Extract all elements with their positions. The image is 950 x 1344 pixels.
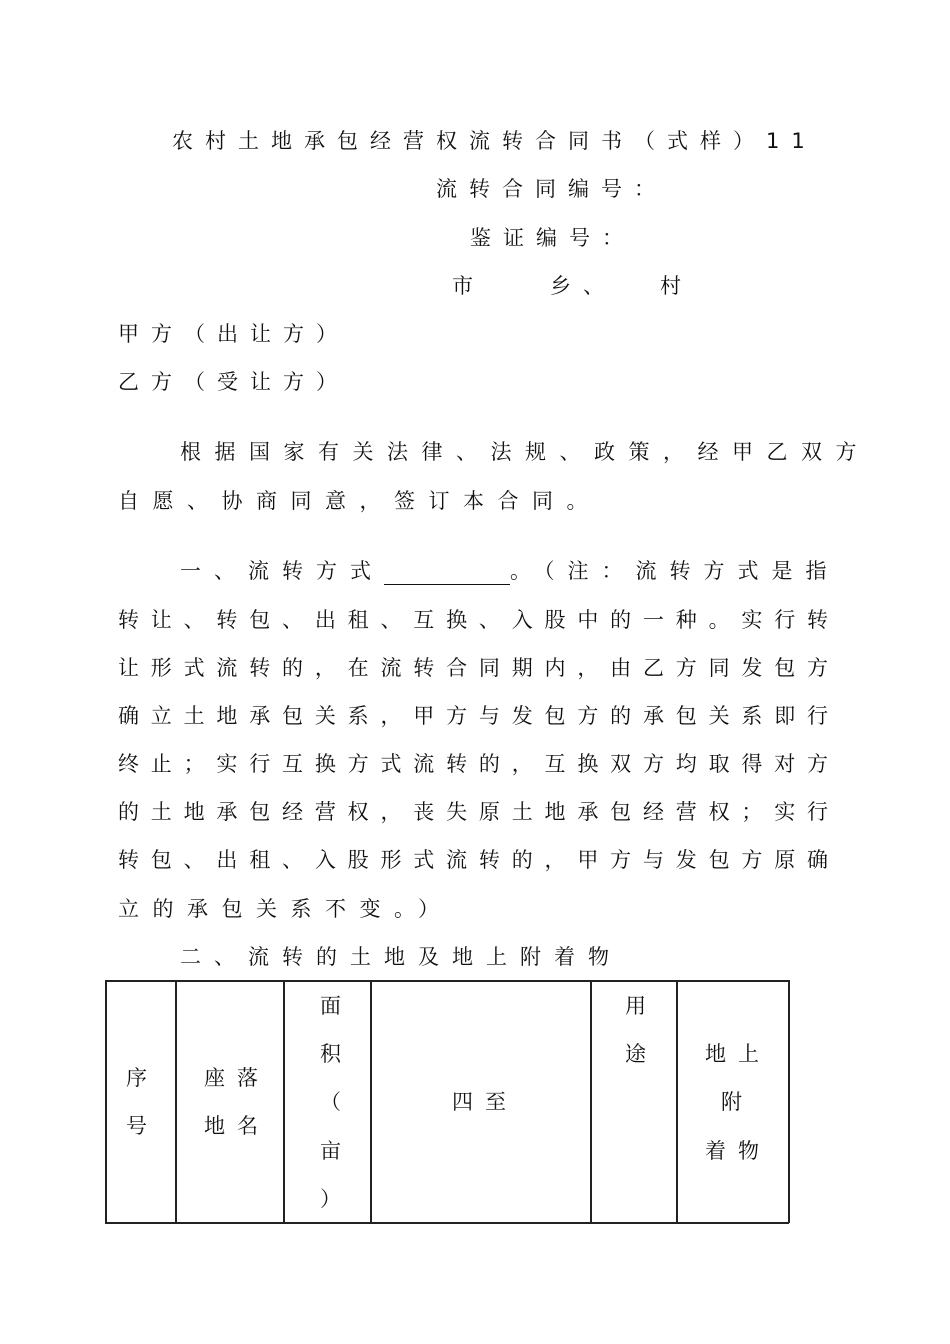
preamble-line-2: 自愿、协商同意，签订本合同。 <box>118 489 601 513</box>
location-village: 村 <box>660 274 693 298</box>
header-attachments-line: 附 <box>721 1090 754 1114</box>
header-attachments-line: 地上 <box>705 1042 771 1066</box>
header-boundaries: 四至 <box>452 1090 518 1114</box>
table-col-divider <box>370 980 372 1223</box>
header-serial-line: 号 <box>126 1114 159 1138</box>
party-b-label: 乙方（受让方） <box>118 370 349 394</box>
location-township: 乡、 <box>550 274 616 298</box>
section1-body-line: 的土地承包经营权，丧失原土地承包经营权；实行 <box>118 800 828 824</box>
verification-number-label: 鉴证编号： <box>470 226 635 250</box>
table-col-divider <box>283 980 285 1223</box>
table-col-divider <box>590 980 592 1223</box>
header-area-line: （ <box>320 1090 353 1114</box>
document-title: 农村土地承包经营权流转合同书（式样）11 <box>172 129 817 153</box>
preamble-line-1: 根据国家有关法律、法规、政策，经甲乙双方 <box>180 440 870 464</box>
section1-line-1 <box>180 557 840 585</box>
table-border-bottom <box>105 1222 789 1224</box>
header-location-name-line: 地名 <box>204 1114 270 1138</box>
party-a-label: 甲方（出让方） <box>118 322 349 346</box>
table-border-right <box>788 980 790 1223</box>
flow-method-blank <box>384 564 510 585</box>
header-usage-line: 用 <box>625 994 658 1018</box>
location-city: 市 <box>452 274 485 298</box>
header-usage-line: 途 <box>625 1042 658 1066</box>
table-border-top <box>105 980 789 982</box>
header-area-line: ） <box>320 1187 353 1211</box>
section1-body-line: 让形式流转的，在流转合同期内，由乙方同发包方 <box>118 656 828 680</box>
section1-body-line: 转包、出租、入股形式流转的，甲方与发包方原确 <box>118 848 828 872</box>
section1-body-line: 转让、转包、出租、互换、入股中的一种。实行转 <box>118 608 828 632</box>
contract-number-label: 流转合同编号： <box>436 177 667 201</box>
header-serial-line: 序 <box>126 1066 159 1090</box>
section2-heading: 二、流转的土地及地上附着物 <box>180 945 622 969</box>
table-border-left <box>105 980 107 1223</box>
section1-prefix: 一、流转方式 <box>180 559 384 583</box>
section1-body-line: 确立土地承包关系，甲方与发包方的承包关系即行 <box>118 704 828 728</box>
header-location-name-line: 座落 <box>204 1066 270 1090</box>
header-attachments-line: 着物 <box>705 1139 771 1163</box>
section1-body-line: 终止；实行互换方式流转的，互换双方均取得对方 <box>118 752 828 776</box>
header-area-line: 积 <box>320 1042 353 1066</box>
header-area-line: 面 <box>320 994 353 1018</box>
header-area-line: 亩 <box>320 1139 353 1163</box>
table-col-divider <box>676 980 678 1223</box>
table-col-divider <box>175 980 177 1223</box>
section1-suffix: 。（注：流转方式是指 <box>510 559 840 583</box>
section1-body-line: 立的承包关系不变。） <box>118 897 453 921</box>
